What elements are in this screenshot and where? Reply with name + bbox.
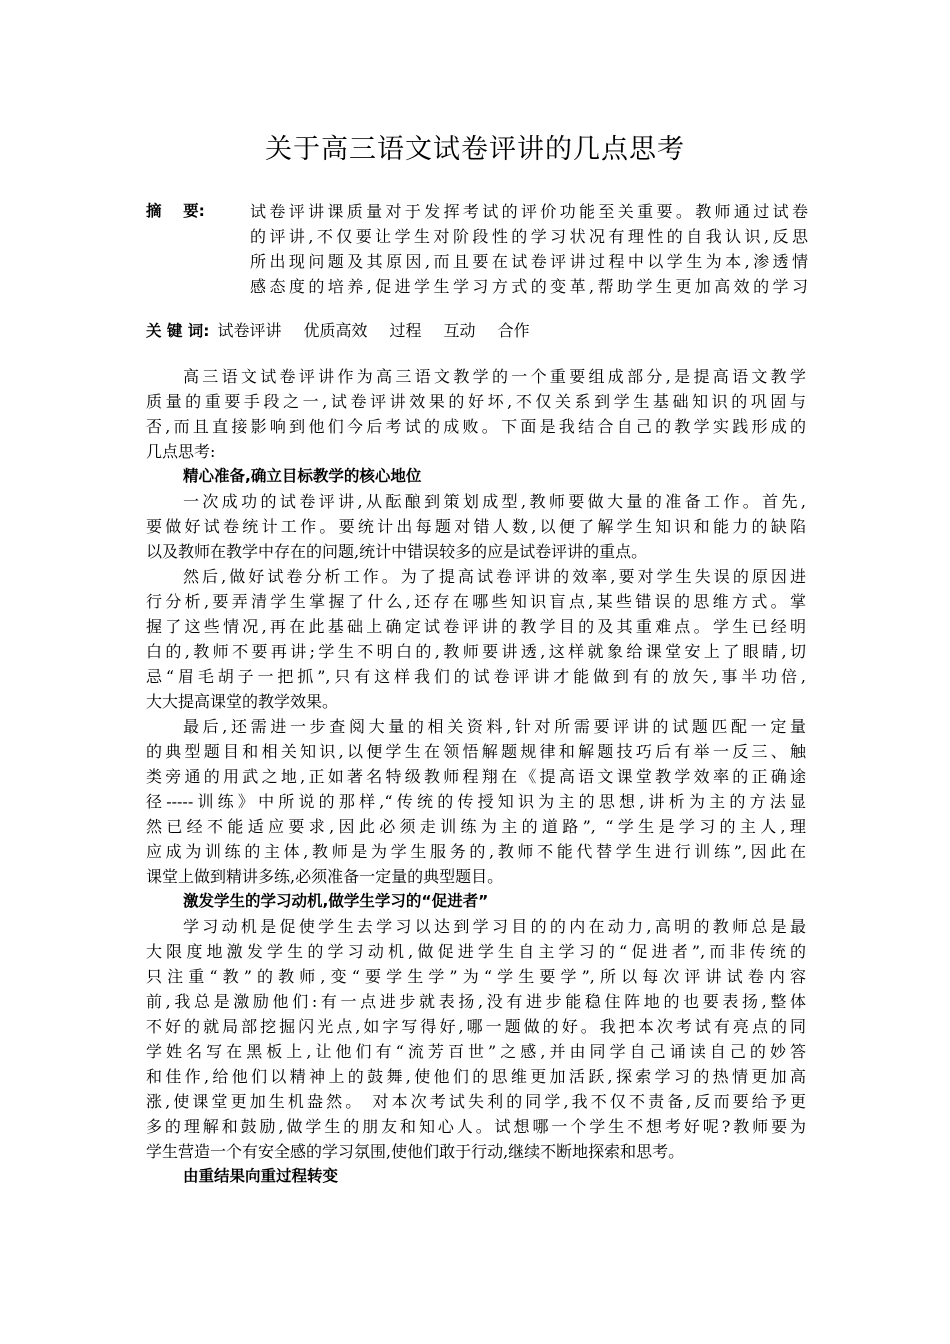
- abstract-text: [250, 199, 808, 299]
- paragraph-line: 的典型题目和相关知识,以便学生在领悟解题规律和解题技巧后有举一反三、触: [146, 742, 806, 761]
- paragraph-line: 涨,使课堂更加生机盎然。 对本次考试失利的同学,我不仅不责备,反而要给予更: [146, 1092, 806, 1111]
- paragraph-line: 最后,还需进一步查阅大量的相关资料,针对所需要评讲的试题匹配一定量: [183, 717, 806, 736]
- paragraph-line: 行分析,要弄清学生掌握了什么,还存在哪些知识盲点,某些错误的思维方式。掌: [146, 592, 806, 611]
- section-heading: 激发学生的学习动机,做学生学习的“促进者”: [183, 892, 489, 910]
- paragraph-line: 应成为训练的主体,教师是为学生服务的,教师不能代替学生进行训练”,因此在: [146, 842, 806, 861]
- section-heading: 精心准备,确立目标教学的核心地位: [183, 467, 422, 485]
- paragraph-line: 高三语文试卷评讲作为高三语文教学的一个重要组成部分,是提高语文教学: [183, 367, 806, 386]
- paragraph-line: 不好的就局部挖掘闪光点,如字写得好,哪一题做的好。我把本次考试有亮点的同: [146, 1017, 806, 1036]
- paragraph-line: 一次成功的试卷评讲,从酝酿到策划成型,教师要做大量的准备工作。首先,: [183, 492, 806, 511]
- abstract-line: 的评讲,不仅要让学生对阶段性的学习状况有理性的自我认识,反思: [250, 227, 808, 246]
- abstract-line: 感态度的培养,促进学生学习方式的变革,帮助学生更加高效的学习: [250, 277, 808, 296]
- paragraph-line: 否,而且直接影响到他们今后考试的成败。下面是我结合自己的教学实践形成的: [146, 417, 806, 436]
- paragraph-line: 学生营造一个有安全感的学习氛围,使他们敢于行动,继续不断地探索和思考。: [146, 1142, 685, 1161]
- paragraph-line: 质量的重要手段之一,试卷评讲效果的好坏,不仅关系到学生基础知识的巩固与: [146, 392, 806, 411]
- paragraph-line: 径-----训练》中所说的那样,“传统的传授知识为主的思想,讲析为主的方法显: [146, 792, 806, 811]
- paragraph-line: 然后,做好试卷分析工作。为了提高试卷评讲的效率,要对学生失误的原因进: [183, 567, 806, 586]
- paragraph-line: 学习动机是促使学生去学习以达到学习目的的内在动力,高明的教师总是最: [183, 917, 806, 936]
- paragraph-line: 大大提高课堂的教学效果。: [146, 692, 339, 711]
- paragraph-line: 前,我总是激励他们:有一点进步就表扬,没有进步能稳住阵地的也要表扬,整体: [146, 992, 806, 1011]
- section-heading: 由重结果向重过程转变: [183, 1167, 339, 1185]
- keyword: 互动: [443, 321, 476, 340]
- paragraph-line: 握了这些情况,再在此基础上确定试卷评讲的教学目的及其重难点。学生已经明: [146, 617, 806, 636]
- abstract-line: 试卷评讲课质量对于发挥考试的评价功能至关重要。教师通过试卷: [250, 202, 808, 221]
- paragraph-line: 和佳作,给他们以精神上的鼓舞,使他们的思维更加活跃,探索学习的热情更加高: [146, 1067, 806, 1086]
- abstract-line: 所出现问题及其原因,而且要在试卷评讲过程中以学生为本,渗透情: [250, 252, 808, 271]
- keyword: 合作: [497, 321, 530, 340]
- keyword: 试卷评讲: [217, 321, 282, 340]
- paragraph-line: 类旁通的用武之地,正如著名特级教师程翔在《提高语文课堂教学效率的正确途: [146, 767, 806, 786]
- keywords-label: 关 键 词:: [146, 322, 210, 340]
- section1-paragraph-3: [146, 714, 806, 889]
- section1-paragraph-2: [146, 564, 806, 714]
- paragraph-line: 大限度地激发学生的学习动机,做促进学生自主学习的“促进者”,而非传统的: [146, 942, 806, 961]
- intro-paragraph: [146, 364, 806, 464]
- paragraph-line: 学姓名写在黑板上,让他们有“流芳百世”之感,并由同学自己诵读自己的妙答: [146, 1042, 806, 1061]
- paragraph-line: 几点思考:: [146, 442, 216, 461]
- paragraph-line: 以及教师在教学中存在的问题,统计中错误较多的应是试卷评讲的重点。: [146, 542, 648, 561]
- keyword: 过程: [389, 321, 422, 340]
- section2-paragraph-1: [146, 914, 806, 1164]
- abstract-label: 摘 要:: [146, 202, 205, 220]
- paragraph-line: 然已经不能适应要求,因此必须走训练为主的道路”, “学生是学习的主人,理: [146, 817, 806, 836]
- paragraph-line: 只注重“教”的教师,变“要学生学”为“学生要学”,所以每次评讲试卷内容: [146, 967, 806, 986]
- keywords-row: [146, 318, 806, 344]
- paragraph-line: 忌“眉毛胡子一把抓”,只有这样我们的试卷评讲才能做到有的放矢,事半功倍,: [146, 667, 806, 686]
- paragraph-line: 要做好试卷统计工作。要统计出每题对错人数,以便了解学生知识和能力的缺陷: [146, 517, 806, 536]
- section1-paragraph-1: [146, 489, 806, 564]
- keyword: 优质高效: [303, 321, 368, 340]
- document-title: 关于高三语文试卷评讲的几点思考: [265, 134, 685, 165]
- paragraph-line: 白的,教师不要再讲;学生不明白的,教师要讲透,这样就象给课堂安上了眼睛,切: [146, 642, 806, 661]
- paragraph-line: 多的理解和鼓励,做学生的朋友和知心人。试想哪一个学生不想考好呢?教师要为: [146, 1117, 806, 1136]
- paragraph-line: 课堂上做到精讲多练,必须准备一定量的典型题目。: [146, 867, 504, 886]
